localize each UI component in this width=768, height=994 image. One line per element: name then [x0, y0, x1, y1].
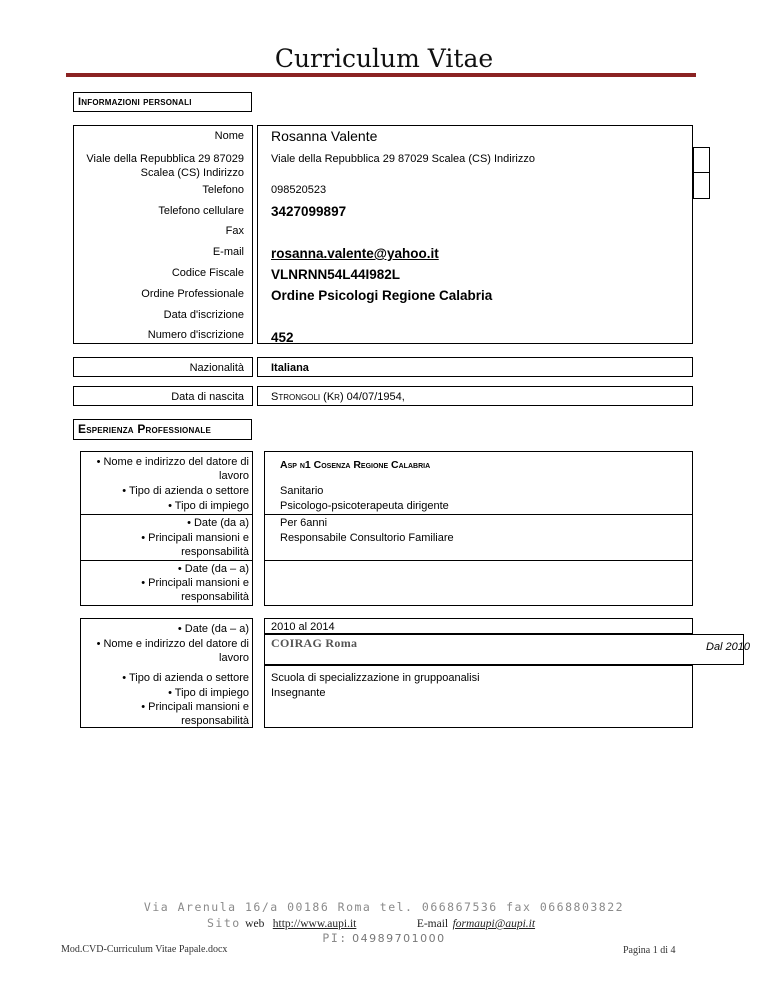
label-data-iscrizione: Data d'iscrizione — [163, 309, 244, 321]
label-fax: Fax — [225, 225, 244, 237]
label-email: E-mail — [212, 246, 244, 258]
exp1-label-datore: • Nome e indirizzo del datore di lavoro — [96, 456, 249, 482]
footer-email-label: E-mail — [416, 918, 449, 930]
label-ordine: Ordine Professionale — [141, 288, 244, 300]
exp2-value-tipo-azienda: Scuola di specializzazione in gruppoanalisi — [271, 672, 480, 684]
value-codice-fiscale: VLNRNN54L44I982L — [271, 267, 401, 282]
label-nazionalita: Nazionalità — [189, 362, 244, 374]
label-indirizzo: Viale della Repubblica 29 87029 Scalea (CS) Indirizzo — [86, 153, 244, 179]
exp2-value-tipo-impiego: Insegnante — [271, 687, 326, 699]
exp2-value-date: 2010 al 2014 — [271, 621, 335, 633]
exp1-value-tipo-impiego: Psicologo-psicoterapeuta dirigente — [280, 500, 449, 512]
exp1-label-mansioni2: • Principali mansioni e responsabilità — [141, 577, 249, 603]
footer-email-link[interactable]: formaupi@aupi.it — [452, 918, 536, 930]
value-telefono: 098520523 — [271, 184, 327, 196]
exp2-label-datore: • Nome e indirizzo del datore di lavoro — [96, 638, 249, 664]
exp1-label-mansioni: • Principali mansioni e responsabilità — [141, 532, 249, 558]
exp1-value-date: Per 6anni — [280, 517, 328, 529]
label-cellulare: Telefono cellulare — [158, 205, 244, 217]
exp1-value-divider-1 — [264, 514, 693, 515]
label-nome: Nome — [214, 130, 244, 142]
title-rule — [66, 73, 696, 77]
label-data-nascita: Data di nascita — [171, 391, 244, 403]
document-title: Curriculum Vitae — [274, 44, 494, 73]
exp1-label-divider-1 — [80, 514, 253, 515]
exp2-label-tipo-azienda: • Tipo di azienda o settore — [122, 672, 249, 684]
label-telefono: Telefono — [202, 184, 244, 196]
exp1-label-date2: • Date (da – a) — [177, 563, 249, 575]
exp1-value-divider-2 — [264, 560, 693, 561]
footer-web-label: web — [245, 918, 265, 930]
footer-website-link[interactable]: http://www.aupi.it — [272, 918, 357, 930]
section-title-personal: Informazioni personali — [73, 92, 252, 112]
value-email[interactable]: rosanna.valente@yahoo.it — [271, 246, 439, 261]
exp1-value-datore: Asp n1 Cosenza Regione Calabria — [280, 459, 431, 471]
exp1-label-tipo-impiego: • Tipo di impiego — [168, 500, 249, 512]
nazionalita-value-box — [257, 357, 693, 377]
value-indirizzo: Viale della Repubblica 29 87029 Scalea (CS) Indirizzo — [271, 153, 535, 165]
value-ordine: Ordine Psicologi Regione Calabria — [271, 288, 493, 303]
exp2-label-date: • Date (da – a) — [177, 623, 249, 635]
label-numero-iscrizione: Numero d'iscrizione — [147, 329, 244, 341]
footer-sito-label: Sito — [207, 916, 241, 930]
exp1-values-box — [264, 451, 693, 606]
value-data-nascita: Strongoli (Kr) 04/07/1954, — [271, 391, 405, 403]
value-nome: Rosanna Valente — [271, 128, 378, 144]
section-title-experience: Esperienza Professionale — [73, 419, 252, 440]
exp2-value-datore: COIRAG Roma — [271, 636, 358, 650]
exp1-label-divider-2 — [80, 560, 253, 561]
exp1-label-date: • Date (da a) — [187, 517, 249, 529]
side-box-2 — [693, 172, 710, 199]
exp2-label-mansioni: • Principali mansioni e responsabilità — [141, 701, 249, 727]
exp2-side-note: Dal 2010 — [706, 641, 751, 653]
value-numero-iscrizione: 452 — [271, 330, 294, 345]
footer-address: Via Arenula 16/a 00186 Roma tel. 066867536 fax 0668803822 — [143, 900, 625, 914]
label-codice-fiscale: Codice Fiscale — [171, 267, 244, 279]
footer-pi-value: 04989701000 — [352, 932, 446, 945]
value-nazionalita: Italiana — [271, 362, 309, 374]
side-box-1 — [693, 147, 710, 173]
exp2-label-tipo-impiego: • Tipo di impiego — [168, 687, 249, 699]
exp1-value-mansioni: Responsabile Consultorio Familiare — [280, 532, 454, 544]
footer-pi-label: PI: — [322, 931, 348, 945]
footer-filename: Mod.CVD-Curriculum Vitae Papale.docx — [61, 944, 228, 955]
exp1-value-tipo-azienda: Sanitario — [280, 485, 324, 497]
exp1-label-tipo-azienda: • Tipo di azienda o settore — [122, 485, 249, 497]
value-cellulare: 3427099897 — [271, 204, 347, 219]
footer-page-number: Pagina 1 di 4 — [623, 945, 676, 956]
